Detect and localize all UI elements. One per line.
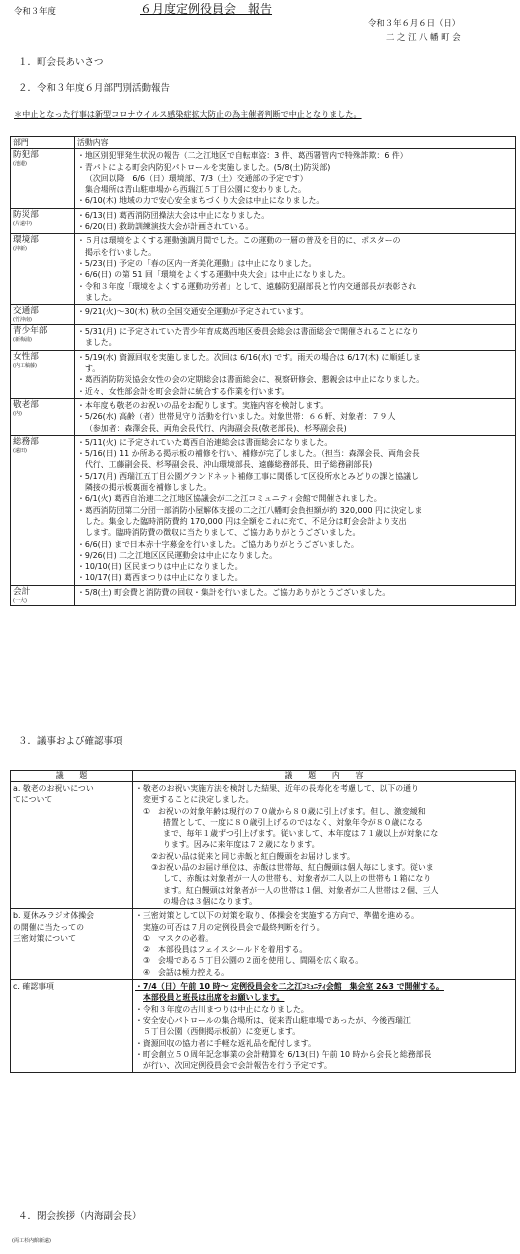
dept-person: (内) xyxy=(13,410,22,417)
activity-item: ・5/17(月) 西瑞江五丁目公園グランドネット補修工事に関係して区役所水とみどりの課と協議し xyxy=(77,471,419,481)
agenda-topic: の開催に当たっての xyxy=(13,922,85,932)
agenda-topic: 三密対策について xyxy=(13,933,76,943)
activity-item: ・9/21(火)～30(木) 秋の全国交通安全運動が予定されています。 xyxy=(77,307,309,317)
column-header-content: 活動内容 xyxy=(77,138,109,147)
dept-name: 防災部 xyxy=(13,209,39,220)
activity-item: （参加者：森澤会長、両角会長代行、内海副会長(敬老部長)、杉琴副会長) xyxy=(85,423,347,433)
activity-item: ・5/26(水) 高齢（者）世帯見守り活動を行いました。対象世帯：６６軒、対象者：７９人 xyxy=(77,412,396,422)
agenda-detail: ②お祝い品は従来と同じ赤飯と紅白饅頭をお届けします。 xyxy=(151,851,355,861)
agenda-detail: の場合は３個になります。 xyxy=(163,896,258,906)
activity-item: した。集金した臨時消防費約 170,000 円は全額をこれに充て、不足分は町会会計より支出 xyxy=(85,516,407,526)
activity-item: ・6/6(日) まで日本赤十字募金を行いました。ご協力ありがとうございました。 xyxy=(77,539,359,549)
agenda-table xyxy=(10,770,516,1073)
agenda-detail: ② 本部役員はフェイスシールドを着用する。 xyxy=(143,945,308,955)
fiscal-year: 令和３年度 xyxy=(14,6,56,16)
activity-row xyxy=(11,398,516,435)
agenda-detail: ・資源回収の協力者に手軽な返礼品を配付します。 xyxy=(135,1038,316,1048)
agenda-topic: てについて xyxy=(13,795,53,805)
dept-name: 総務部 xyxy=(13,436,39,447)
activity-item: ました。 xyxy=(85,292,117,302)
activity-item: ・6/13(日) 葛西消防団操法大会は中止になりました。 xyxy=(77,210,270,220)
agenda-topic: c. 確認事項 xyxy=(13,982,54,992)
dept-name: 女性部 xyxy=(13,351,39,362)
activity-item: ・葛西消防防災協会女性の会の定期総会は書面総会に、視察研修会、懇親会は中止になりました。 xyxy=(77,375,425,385)
agenda-detail: 措置として、一度に８０歳引上げるのではなく、対象年令が８０歳になる xyxy=(163,817,424,827)
agenda-detail: ③お祝い品のお届け単位は、赤飯は世帯毎、紅白饅頭は個人毎にします。従いま xyxy=(151,863,434,873)
activity-item: ・青パトによる町会内防犯パトロールを実施しました。(5/8(土)防災部) xyxy=(77,162,331,172)
activity-item: ・10/10(日) 区民まつりは中止になりました。 xyxy=(77,562,243,572)
activity-row xyxy=(11,350,516,398)
agenda-detail: ５丁目公園（西側掲示板前）に変更します。 xyxy=(143,1027,301,1037)
activity-item: す。 xyxy=(85,364,101,374)
section-2-heading: ２．令和３年度６月部門別活動報告 xyxy=(18,83,171,94)
dept-person: (一大) xyxy=(13,597,27,604)
agenda-detail: して、赤飯は対象者が一人の世帯も、対象者が二人以上の世帯も１箱になり xyxy=(163,874,432,884)
activity-item: ・地区別犯罪発生状況の報告（二之江地区で自転車盗：3 件、葛西署管内で特殊詐欺：6 件） xyxy=(77,151,408,161)
activity-row xyxy=(11,585,516,605)
dept-person: (片遠中) xyxy=(13,220,32,227)
agenda-detail: ・敬老のお祝い実施方法を検討した結果、近年の長寿化を考慮して、以下の通り xyxy=(135,784,419,793)
dept-name: 環境部 xyxy=(13,235,39,246)
activity-item: ・近々、女性部会計を町会会計に統合する作業を行います。 xyxy=(77,386,290,396)
page-title: ６月度定例役員会 報告 xyxy=(140,2,273,16)
agenda-row xyxy=(11,782,516,909)
activity-item: ・葛西消防団第二分団一部消防小屋解体支援の二之江八幡町会負担額が約 320,000 円に決定しま xyxy=(77,505,423,515)
agenda-row xyxy=(11,980,516,1073)
column-header-dept: 部門 xyxy=(13,138,29,147)
agenda-detail: 実施の可否は７月の定例役員会で最終判断を行う。 xyxy=(143,922,325,932)
activity-item: します。臨時消防費の徴収に当たりまして、ご協力ありがとうございました。 xyxy=(85,528,361,538)
agenda-detail: ・令和３年度の古川まつりは中止になりました。 xyxy=(135,1004,309,1014)
agenda-detail: ・安全安心パトロールの集合場所は、従来青山駐車場であったが、今後西瑞江 xyxy=(135,1015,411,1025)
agenda-detail: ・三密対策として以下の対策を取り、体操会を実施する方向で、準備を進める。 xyxy=(135,911,419,921)
dept-name: 交通部 xyxy=(13,306,39,317)
activity-item: ・6/10(木) 地域の力で安心安全まちづくり大会は中止になりました。 xyxy=(77,196,325,206)
dept-person: (新梅浦) xyxy=(13,337,32,344)
activity-item: 集合場所は青山駐車場から西瑞江５丁目公園に変わりました。 xyxy=(85,185,306,195)
agenda-detail: ① マスクの必着。 xyxy=(143,933,214,943)
agenda-detail: 変更することに決定しました。 xyxy=(143,795,254,805)
activity-item: ・10/17(日) 葛西まつりは中止になりました。 xyxy=(77,573,243,583)
activity-item: 隣接の掲示板裏面を補修しました。 xyxy=(85,483,212,493)
agenda-table-header xyxy=(11,771,516,782)
activity-item: 代行、工藤副会長、杉琴副会長、沖山環境部長、遠藤総務部長、田子総務副部長) xyxy=(85,460,373,470)
agenda-detail: ・7/4（日）午前 10 時～ 定例役員会を二之江ｺﾐｭﾆﾃｨ会館 集会室 2&3 で開催する。 xyxy=(135,982,444,992)
activity-table xyxy=(10,136,516,606)
agenda-detail: ④ 会話は極力控える。 xyxy=(143,967,229,977)
activity-item: ました。 xyxy=(85,338,117,348)
recorder-note: (両工杉内館新遠) xyxy=(12,1238,51,1244)
agenda-topic: b. 夏休みラジオ体操会 xyxy=(13,911,95,921)
organization-name: 二 之 江 八 幡 町 会 xyxy=(386,32,461,42)
activity-row xyxy=(11,149,516,208)
activity-item: 掲示を行いました。 xyxy=(85,247,157,257)
activity-item: ・令和３年度「環境をよくする運動功労者」として、遠藤防犯副部長と竹内交通部長が表彰され xyxy=(77,281,417,291)
cancellation-notice: ＊中止となった行事は新型コロナウイルス感染症拡大防止の為主催者判断で中止となりました。 xyxy=(14,109,362,119)
dept-person: (沖新) xyxy=(13,246,27,253)
agenda-row xyxy=(11,909,516,980)
activity-row xyxy=(11,234,516,305)
activity-item: （次回以降 6/6（日）環境部、7/3（土）交通部の予定です） xyxy=(85,173,308,183)
activity-item: ・6/20(日) 救助訓練演技大会が計画されている。 xyxy=(77,222,254,232)
dept-name: 敬老部 xyxy=(13,399,39,410)
activity-row xyxy=(11,325,516,351)
agenda-detail: ・町会創立５０周年記念事業の会計精算を 6/13(日) 午前 10 時から会長と総務部長 xyxy=(135,1049,432,1059)
activity-row xyxy=(11,208,516,234)
agenda-detail: ① お祝いの対象年齢は現行の７０歳から８０歳に引上げます。但し、激変緩和 xyxy=(143,806,426,816)
agenda-detail: が行い、次回定例役員会で会計報告を行う予定です。 xyxy=(143,1061,332,1071)
activity-table-header xyxy=(11,137,516,149)
activity-item: ・本年度も敬老のお祝いの品をお配りします。実施内容を検討します。 xyxy=(77,400,329,410)
dept-name: 防犯部 xyxy=(13,150,39,161)
dept-name: 青少年部 xyxy=(13,326,48,337)
section-4-heading: ４．閉会挨拶（内海副会長） xyxy=(18,1211,142,1222)
activity-item: ・9/26(日) 二之江地区区民運動会は中止になりました。 xyxy=(77,550,277,560)
activity-row xyxy=(11,305,516,325)
agenda-topic: a. 敬老のお祝いについ xyxy=(13,784,94,793)
column-header-detail: 議 題 内 容 xyxy=(284,771,364,780)
report-date: 令和３年６月６日（日） xyxy=(368,18,461,28)
agenda-detail: まで、毎年１歳ずつ引上げます。従いまして、本年度は７１歳以上が対象にな xyxy=(163,829,439,839)
dept-person: (竹沖南) xyxy=(13,317,32,324)
agenda-detail: 本部役員と班長は出席をお願いします。 xyxy=(143,993,285,1003)
activity-item: ・5/19(水) 資源回収を実施しました。次回は 6/16(水) です。雨天の場合は 6/17(木) に順延しま xyxy=(77,352,421,362)
activity-item: ・５月は環境をよくする運動強調月間でした。この運動の一層の普及を目的に、ポスターの xyxy=(77,236,401,246)
section-1-heading: １．町会長あいさつ xyxy=(18,57,104,68)
section-3-heading: ３．議事および確認事項 xyxy=(18,736,123,747)
dept-name: 会計 xyxy=(13,586,31,597)
activity-item: ・5/23(日) 予定の「春の区内一斉美化運動」は中止になりました。 xyxy=(77,258,317,268)
activity-item: ・6/1(火) 葛西自治連二之江地区協議会が二之江コミュニティ会館で開催されました。 xyxy=(77,494,382,504)
activity-item: ・6/6(日) の第 51 回「環境をよくする運動中央大会」は中止になりました。 xyxy=(77,270,351,280)
activity-item: ・5/31(月) に予定されていた青少年育成葛西地区委員会総会は書面総会で開催されることになり xyxy=(77,327,420,337)
activity-item: ・5/8(土) 町会費と消防費の回収・集計を行いました。ご協力ありがとうございました。 xyxy=(77,587,391,597)
dept-person: (池邉) xyxy=(13,161,27,168)
agenda-detail: ③ 会場である５丁目公園の２面を使用し、間隔を広く取る。 xyxy=(143,956,364,966)
dept-person: (内工稿藤) xyxy=(13,362,37,369)
activity-row xyxy=(11,435,516,585)
agenda-detail: ります。因みに来年度は７２歳になります。 xyxy=(163,840,320,850)
dept-person: (遠田) xyxy=(13,447,27,454)
agenda-detail: ます。紅白饅頭は対象者が一人の世帯は１個、対象者が二人世帯は２個、三人 xyxy=(163,885,439,895)
activity-item: ・5/16(日) 11 か所ある掲示板の補修を行い、補修が完了しました。（担当：森澤会長、両角会長 xyxy=(77,449,420,459)
activity-item: ・5/11(火) に予定されていた葛西自治連総会は書面総会になりました。 xyxy=(77,437,333,447)
column-header-topic: 議 題 xyxy=(55,771,88,780)
